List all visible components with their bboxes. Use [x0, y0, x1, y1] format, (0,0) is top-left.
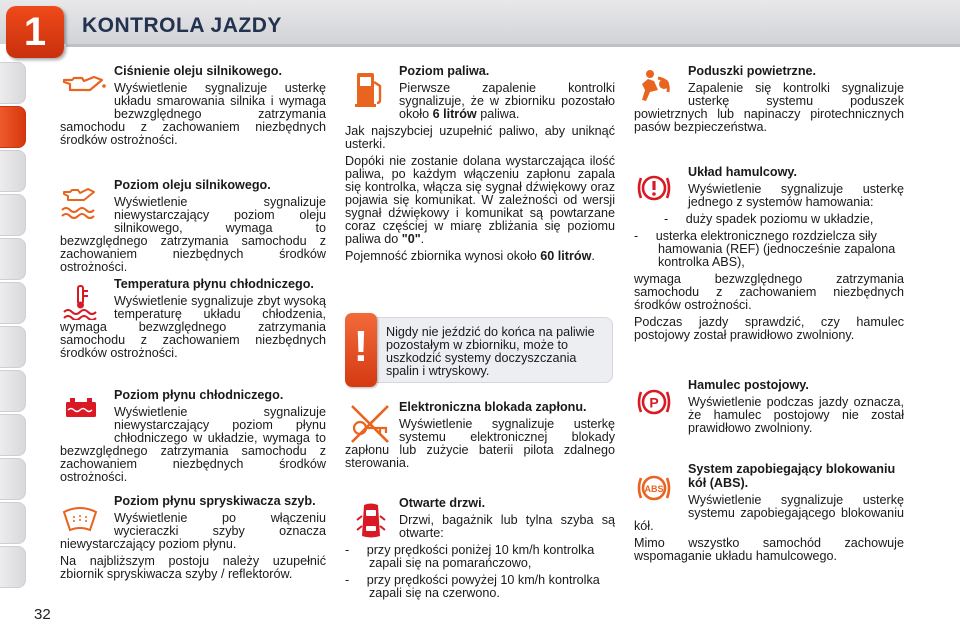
chapter-tab[interactable]	[0, 62, 26, 104]
chapter-tab[interactable]	[0, 238, 26, 280]
chapter-tab[interactable]	[0, 370, 26, 412]
brake-system-item-1: - duży spadek poziomu w układzie,	[664, 212, 874, 226]
doors-heading: Otwarte drzwi.	[399, 496, 486, 510]
oil-pressure-text: Wyświetlenie sygnalizuje usterkę układu smarowania silnika i wymaga bezwzględnego zatrzymania samochodu z zachowaniem niezbędnych środków ostrożności.	[60, 81, 326, 147]
fuel-text4: Pojemność zbiornika wynosi około 60 litrów.	[345, 249, 595, 263]
section-coolant-level	[60, 388, 326, 484]
washer-fluid-text: Wyświetlenie po włączeniu wycieraczki szyby oznacza niewystarczający poziom płynu.	[60, 511, 326, 551]
abs-heading: System zapobiegający blokowaniu kół (ABS).	[688, 462, 896, 490]
chapter-tab[interactable]	[0, 502, 26, 544]
fuel-heading: Poziom paliwa.	[399, 64, 490, 78]
page-number: 32	[34, 606, 51, 623]
section-oil-level	[60, 178, 326, 274]
chapter-tab[interactable]	[0, 282, 26, 324]
parking-brake-text: Wyświetlenie podczas jazdy oznacza, że hamulec postojowy nie został prawidłowo zwolniony.	[688, 395, 904, 435]
page-header	[0, 0, 960, 58]
oil-level-heading: Poziom oleju silnikowego.	[114, 178, 271, 192]
doors-item-2: - przy prędkości powyżej 10 km/h kontrolka zapali się na czerwono.	[345, 573, 600, 600]
brake-system-item-2: - usterka elektronicznego rozdzielcza siły hamowania (REF) (jednocześnie zapalona kontrolka ABS),	[634, 229, 896, 269]
abs-text: Wyświetlenie sygnalizuje usterkę systemu zapobiegającego blokowaniu kół.	[634, 493, 904, 533]
fuel-text: Pierwsze zapalenie kontrolki sygnalizuje, że w zbiorniku pozostało około 6 litrów paliwa.	[399, 81, 615, 121]
chapter-tab[interactable]	[0, 414, 26, 456]
section-oil-pressure	[60, 64, 326, 147]
airbags-heading: Poduszki powietrzne.	[688, 64, 817, 78]
chapter-tab[interactable]	[0, 546, 26, 588]
coolant-level-heading: Poziom płynu chłodniczego.	[114, 388, 284, 402]
immobiliser-text: Wyświetlenie sygnalizuje usterkę systemu elektronicznej blokady zapłonu lub zużycie baterii pilota zdalnego sterowania.	[345, 417, 615, 470]
abs-text2: Mimo wszystko samochód zachowuje wspomaganie układu hamulcowego.	[634, 536, 904, 563]
chapter-tab-active[interactable]	[0, 106, 26, 148]
header-divider	[66, 44, 960, 47]
svg-text:ABS: ABS	[644, 484, 664, 494]
brake-system-text: Wyświetlenie sygnalizuje usterkę jednego z systemów hamowania:	[688, 182, 904, 209]
washer-fluid-text2: Na najbliższym postoju należy uzupełnić zbiornik spryskiwacza szyby / reflektorów.	[60, 554, 326, 581]
washer-fluid-heading: Poziom płynu spryskiwacza szyb.	[114, 494, 316, 508]
section-brake-system	[634, 165, 904, 342]
page-title: KONTROLA JAZDY	[82, 14, 282, 37]
coolant-level-text: Wyświetlenie sygnalizuje niewystarczający poziom płynu chłodniczego w układzie, wymaga to bezwzględnego zatrzymania samochodu z zachowaniem niezbędnych środków ostrożności.	[60, 405, 326, 484]
fuel-warning-box	[345, 313, 615, 387]
chapter-tabs	[0, 62, 28, 602]
oil-level-text: Wyświetlenie sygnalizuje niewystarczający poziom oleju silnikowego, wymaga to bezwzględnego zatrzymania samochodu z zachowaniem niezbędnych środków ostrożności.	[60, 195, 326, 274]
brake-system-heading: Układ hamulcowy.	[688, 165, 797, 179]
coolant-temperature-text: Wyświetlenie sygnalizuje zbyt wysoką temperaturę układu chłodzenia, wymaga bezwzględnego zatrzymania samochodu z zachowaniem niezbędnych środków ostrożności.	[60, 294, 326, 360]
section-immobiliser	[345, 400, 615, 470]
chapter-tab[interactable]	[0, 150, 26, 192]
section-airbags	[634, 64, 904, 134]
chapter-badge: 1	[6, 6, 64, 58]
section-washer-fluid	[60, 494, 326, 581]
oil-pressure-heading: Ciśnienie oleju silnikowego.	[114, 64, 282, 78]
parking-brake-heading: Hamulec postojowy.	[688, 378, 809, 392]
coolant-temperature-heading: Temperatura płynu chłodniczego.	[114, 277, 314, 291]
fuel-text3: Dopóki nie zostanie dolana wystarczająca ilość paliwa, po każdym włączeniu zapłonu zapala się kontrolka, włącza się sygnał dźwiękowy oraz pojawia się komunikat. W zależności od wersji sygnał dźwiękowy i komunikat są powtarzane coraz częściej w miarę zbliżania się poziomu paliwa do "0".	[345, 154, 615, 246]
airbags-text: Zapalenie się kontrolki sygnalizuje usterkę systemu poduszek powietrznych lub napinaczy pirotechnicznych pasów bezpieczeństwa.	[634, 81, 904, 134]
immobiliser-heading: Elektroniczna blokada zapłonu.	[399, 400, 587, 414]
svg-text:P: P	[649, 394, 659, 411]
chapter-tab[interactable]	[0, 194, 26, 236]
doors-item-1: - przy prędkości poniżej 10 km/h kontrolka zapali się na pomarańczowo,	[345, 543, 595, 570]
warning-exclamation-icon: !	[345, 313, 377, 387]
fuel-text2: Jak najszybciej uzupełnić paliwo, aby uniknąć usterki.	[345, 124, 615, 151]
brake-system-text2: wymaga bezwzględnego zatrzymania samochodu z zachowaniem niezbędnych środków ostrożności.	[634, 272, 904, 312]
chapter-tab[interactable]	[0, 458, 26, 500]
brake-system-text3: Podczas jazdy sprawdzić, czy hamulec postojowy został prawidłowo zwolniony.	[634, 315, 904, 342]
doors-text: Drzwi, bagażnik lub tylna szyba są otwarte:	[399, 513, 615, 540]
section-abs	[634, 462, 904, 563]
section-fuel	[345, 64, 615, 263]
section-parking-brake	[634, 378, 904, 448]
fuel-warning-text: Nigdy nie jeździć do końca na paliwie pozostałym w zbiorniku, może to uszkodzić systemy doczyszczania spalin i wtryskowy.	[365, 317, 613, 383]
chapter-tab[interactable]	[0, 326, 26, 368]
section-coolant-temperature	[60, 277, 326, 360]
section-doors	[345, 496, 615, 600]
